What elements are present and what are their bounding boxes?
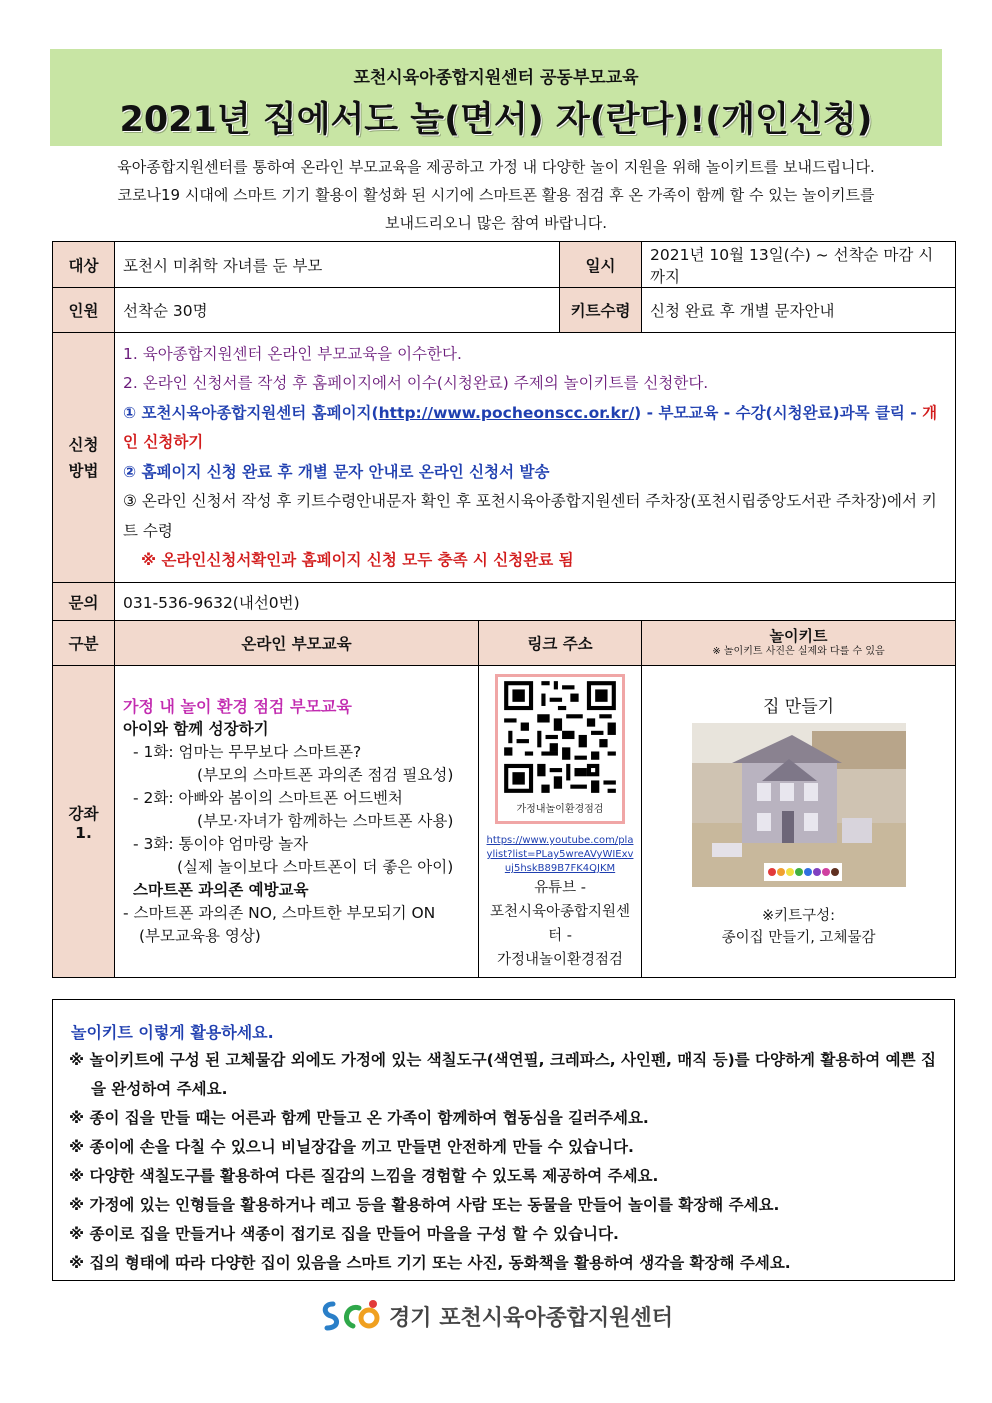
target-value: 포천시 미취학 자녀를 둔 부모 xyxy=(115,242,560,288)
kit-value: 신청 완료 후 개별 문자안내 xyxy=(642,288,956,333)
course-subtitle: 아이와 함께 성장하기 xyxy=(123,720,269,738)
kit-composition-value: 종이집 만들기, 고체물감 xyxy=(721,930,876,946)
intro-line-3: 보내드리오니 많은 참여 바랍니다. xyxy=(385,214,607,232)
section-2-desc: (부모교육용 영상) xyxy=(139,927,261,945)
course-row-label: 강좌1. xyxy=(53,666,115,978)
target-label: 대상 xyxy=(53,242,115,288)
method-sub-3: ③ 온라인 신청서 작성 후 키트수령안내문자 확인 후 포천시육아종합지원센터 주차장(포천시립중앙도서관 주차장)에서 키트 수령 xyxy=(123,492,937,540)
page-title: 2021년 집에서도 놀(면서) 자(란다)!(개인신청) xyxy=(119,100,873,140)
row-people xyxy=(53,288,956,333)
intro-line-2: 코로나19 시대에 스마트 기기 활용이 활성화 된 시기에 스마트폰 활용 점검 후 온 가족이 함께 할 수 있는 놀이키트를 xyxy=(117,186,875,204)
episode-1-desc: (부모의 스마트폰 과의존 점검 필요성) xyxy=(197,766,454,784)
date-value: 2021년 10월 13일(수) ~ 선착순 마감 시까지 xyxy=(642,242,956,288)
center-logo-icon xyxy=(319,1296,383,1342)
course-header-row xyxy=(53,621,956,666)
contact-label: 문의 xyxy=(53,583,115,621)
personal-apply-text: 개인 신청하기 xyxy=(123,403,938,451)
method-label xyxy=(53,333,115,583)
episode-1: - 1화: 엄마는 무무보다 스마트폰? xyxy=(133,743,362,761)
link-desc-3: 가정내놀이환경점검 xyxy=(496,952,624,968)
paper-house-icon xyxy=(692,723,906,887)
usage-item: ※ 가정에 있는 인형들을 활용하거나 레고 등을 활용하여 사람 또는 동물을 만들어 놀이를 확장해 주세요. xyxy=(69,1196,780,1214)
row-method xyxy=(53,333,956,583)
footer xyxy=(0,1296,992,1342)
col-kit-title: 놀이키트 xyxy=(769,627,828,645)
usage-item: ※ 다양한 색칠도구를 활용하여 다른 질감의 느낌을 경험할 수 있도록 제공하여 주세요. xyxy=(69,1167,659,1185)
kit-label: 키트수령 xyxy=(560,288,642,333)
intro-text xyxy=(50,153,942,237)
col-kit xyxy=(642,621,956,666)
kit-cell xyxy=(642,666,956,978)
link-desc-2: 포천시육아종합지원센터 - xyxy=(489,904,631,944)
people-value: 선착순 30명 xyxy=(115,288,560,333)
method-content xyxy=(115,333,956,583)
people-label: 인원 xyxy=(53,288,115,333)
episode-3-desc: (실제 놀이보다 스마트폰이 더 좋은 아이) xyxy=(177,858,454,876)
date-label: 일시 xyxy=(560,242,642,288)
method-sub-2: ② 홈페이지 신청 완료 후 개별 문자 안내로 온라인 신청서 발송 xyxy=(123,462,550,481)
kit-title: 집 만들기 xyxy=(762,697,835,717)
qr-code[interactable] xyxy=(495,674,625,824)
kit-composition-label: ※키트구성: xyxy=(761,908,836,924)
col-kit-note: ※ 놀이키트 사진은 실제와 다를 수 있음 xyxy=(712,646,885,657)
section-2-item: - 스마트폰 과의존 NO, 스마트한 부모되기 ON xyxy=(123,904,436,922)
link-desc-1: 유튜브 - xyxy=(534,880,586,896)
homepage-link[interactable]: http://www.pocheonscc.or.kr/ xyxy=(378,403,635,422)
method-sub-1 xyxy=(123,399,947,458)
contact-value: 031-536-9632(내선0번) xyxy=(115,583,956,621)
method-sub-1-prefix: ① 포천시육아종합지원센터 홈페이지( xyxy=(123,403,379,422)
info-table xyxy=(52,241,956,978)
col-online-education: 온라인 부모교육 xyxy=(115,621,479,666)
method-label-2: 방법 xyxy=(68,461,99,480)
link-cell xyxy=(479,666,642,978)
usage-item: ※ 집의 형태에 따라 다양한 집이 있음을 스마트 기기 또는 사진, 동화책을 활용하여 생각을 확장해 주세요. xyxy=(69,1254,791,1272)
method-label-1: 신청 xyxy=(68,435,99,454)
course-description xyxy=(115,666,479,978)
method-step-2: 2. 온라인 신청서를 작성 후 홈페이지에서 이수(시청완료) 주제의 놀이키트를 신청한다. xyxy=(123,374,709,392)
episode-2-desc: (부모·자녀가 함께하는 스마트폰 사용) xyxy=(197,812,454,830)
course-row-1 xyxy=(53,666,956,978)
method-note: ※ 온라인신청서확인과 홈페이지 신청 모두 충족 시 신청완료 됨 xyxy=(141,551,574,569)
course-title: 가정 내 놀이 환경 점검 부모교육 xyxy=(123,697,352,716)
intro-line-1: 육아종합지원센터를 통하여 온라인 부모교육을 제공하고 가정 내 다양한 놀이 지원을 위해 놀이키트를 보내드립니다. xyxy=(117,158,875,176)
episode-2: - 2화: 아빠와 봄이의 스마트폰 어드벤처 xyxy=(133,789,403,807)
qr-code-icon xyxy=(498,677,622,797)
col-category: 구분 xyxy=(53,621,115,666)
youtube-link[interactable]: https://www.youtube.com/playlist?list=PLay5wreAVyWIExvuj5hskB89B7FK4QJKM xyxy=(486,835,634,874)
section-2-title: 스마트폰 과의존 예방교육 xyxy=(133,881,309,899)
row-target xyxy=(53,242,956,288)
usage-item: ※ 종이로 집을 만들거나 색종이 접기로 집을 만들어 마을을 구성 할 수 있습니다. xyxy=(69,1225,619,1243)
banner-subtitle: 포천시육아종합지원센터 공동부모교육 xyxy=(353,68,639,88)
usage-heading: 놀이키트 이렇게 활용하세요. xyxy=(71,1023,274,1042)
usage-item: ※ 종이 집을 만들 때는 어른과 함께 만들고 온 가족이 함께하여 협동심을 길러주세요. xyxy=(69,1109,649,1127)
usage-list xyxy=(69,1046,939,1278)
method-step-1: 1. 육아종합지원센터 온라인 부모교육을 이수한다. xyxy=(123,344,462,363)
col-link: 링크 주소 xyxy=(479,621,642,666)
footer-org-name: 경기 포천시육아종합지원센터 xyxy=(389,1306,673,1331)
usage-item: ※ 종이에 손을 다칠 수 있으니 비닐장갑을 끼고 만들면 안전하게 만들 수 있습니다. xyxy=(69,1138,634,1156)
method-sub-1-suffix: ) - 부모교육 - 수강(시청완료)과목 클릭 - xyxy=(634,403,923,422)
kit-photo xyxy=(692,723,906,887)
row-contact xyxy=(53,583,956,621)
usage-item: ※ 놀이키트에 구성 된 고체물감 외에도 가정에 있는 색칠도구(색연필, 크레파스, 사인펜, 매직 등)를 다양하게 활용하여 예쁜 집을 완성하여 주세요. xyxy=(69,1051,936,1098)
episode-3: - 3화: 통이야 엄마랑 놀자 xyxy=(133,835,309,853)
qr-label: 가정내놀이환경점검 xyxy=(516,804,604,815)
usage-box xyxy=(52,999,955,1281)
title-banner xyxy=(50,49,942,146)
